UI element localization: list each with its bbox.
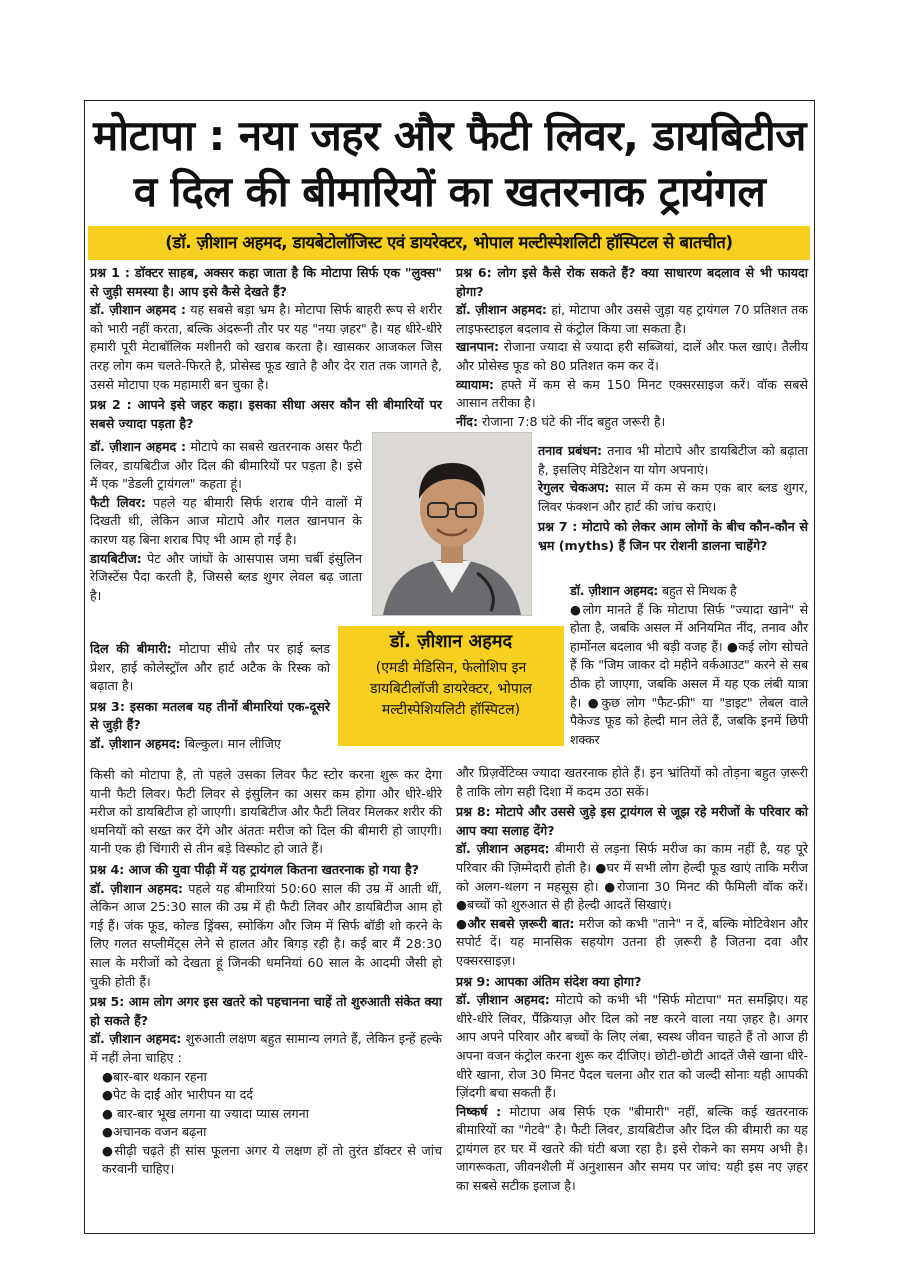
sleep-label: नींद: xyxy=(456,413,478,429)
sleep-text: रोजाना 7:8 घंटे की नींद बहुत जरूरी है। xyxy=(482,413,666,429)
question-3: प्रश्न 3: इसका मतलब यह तीनों बीमारियां एक-दूसरे से जुड़ी हैं? xyxy=(90,698,330,733)
answer-2-text: मोटापे का सबसे खतरनाक असर फैटी लिवर, डायबिटीज और दिल की बीमारियों पर पड़ता है। इसे मैं एक "डेडली ट्रायंगल" कहता हूं। xyxy=(90,439,362,492)
symptom-item: ● बार-बार भूख लगना या ज्यादा प्यास लगना xyxy=(102,1105,309,1121)
question-1: प्रश्न 1 : डॉक्टर साहब, अक्सर कहा जाता है कि मोटापा सिर्फ एक "लुक्स" से जुड़ी समस्या है। आप इसे कैसे देखते हैं? xyxy=(90,265,442,299)
headline-line-1: मोटापा : नया जहर और फैटी लिवर, डायबिटीज xyxy=(93,111,806,160)
answer-1 xyxy=(90,301,442,394)
answer-author: डॉ. ज़ीशान अहमद: xyxy=(456,992,550,1008)
question-9: प्रश्न 9: आपका अंतिम संदेश क्या होगा? xyxy=(456,973,642,989)
answer-3-start xyxy=(90,735,330,754)
answer-7-end: और प्रिज़र्वेटिव्स ज्यादा खतरनाक होते हैं। इन भ्रांतियों को तोड़ना बहुत ज़रूरी है ताकि लोग सही दिशा में कदम उठा सकें। xyxy=(456,765,808,799)
conclusion-text: मोटापा अब सिर्फ एक "बीमारी" नहीं, बल्कि कई खतरनाक बीमारियों का "गेटवे" है। फैटी लिवर, डायबिटीज और दिल की बीमारी का यह ट्रायंगल हर घर में खतरे की घंटी बजा रहा है। इसे रोकने का समय अभी है। जागरूकता, जीवनशैली में अनुशासन और समय पर जांच: यही इस नए ज़हर का सबसे सटीक इलाज है। xyxy=(456,1103,808,1194)
symptom-item: ●बार-बार थकान रहना xyxy=(102,1068,207,1084)
answer-6 xyxy=(456,301,808,338)
important-label: ●और सबसे ज़रूरी बात: xyxy=(456,915,575,931)
exercise-text: हफ्ते में कम से कम 150 मिनट एक्सरसाइज करें। वॉक सबसे आसान तरीका है। xyxy=(456,376,808,411)
answer-author: डॉ. ज़ीशान अहमद : xyxy=(90,302,186,318)
answer-9 xyxy=(456,991,808,1103)
doctor-portrait-icon xyxy=(373,433,531,615)
answer-3-rest: किसी को मोटापा है, तो पहले उसका लिवर फैट स्टोर करना शुरू कर देगा यानी फैटी लिवर। फैटी लिवर से इंसुलिन का असर कम होगा और धीरे-धीरे मरीज को डायबिटीज हो जाएगी। डायबिटीज और फैटी लिवर मिलकर शरीर की धमनियों को सख्त कर देंगे और अंततः मरीज को दिल की बीमारी हो जाएगी। यानी एक ही चिंगारी से तीन बड़े विस्फोट हो जाते हैं। xyxy=(90,767,442,857)
exercise-label: व्यायाम: xyxy=(456,376,495,392)
fatty-liver-label: फैटी लिवर: xyxy=(90,494,146,510)
fatty-liver-point xyxy=(90,494,362,550)
checkup-text: साल में कम से कम एक बार ब्लड शुगर, लिवर फंक्शन और हार्ट की जांच कराएं। xyxy=(538,480,809,514)
caption-name: डॉ. ज़ीशान अहमद xyxy=(389,631,513,652)
question-4: प्रश्न 4: आज की युवा पीढ़ी में यह ट्रायंगल कितना खतरनाक हो गया है? xyxy=(90,861,419,877)
right-column-mid xyxy=(538,442,808,556)
stress-label: तनाव प्रबंधन: xyxy=(538,443,603,458)
diabetes-label: डायबिटीज: xyxy=(90,550,142,566)
headline xyxy=(84,108,815,220)
answer-author: डॉ. ज़ीशान अहमद: xyxy=(90,1031,182,1047)
answer-5-text: शुरुआती लक्षण बहुत सामान्य लगते हैं, लेकिन इन्हें हल्के में नहीं लेना चाहिए : xyxy=(90,1031,442,1065)
right-column-mid2 xyxy=(570,582,808,749)
question-2: प्रश्न 2 : आपने इसे जहर कहा। इसका सीधा असर कौन सी बीमारियों पर सबसे ज्यादा पड़ता है? xyxy=(90,397,442,431)
subheading: (डॉ. ज़ीशान अहमद, डायबेटोलॉजिस्ट एवं डायरेक्टर, भोपाल मल्टीस्पेशलिटी हॉस्पिटल से बातचीत) xyxy=(165,233,733,252)
answer-author: डॉ. ज़ीशान अहमद: xyxy=(456,841,550,857)
right-column-top xyxy=(456,262,808,431)
answer-author: डॉ. ज़ीशान अहमद: xyxy=(570,583,659,598)
heart-text: मोटापा सीधे तौर पर हाई ब्लड प्रेशर, हाई कोलेस्ट्रॉल और हार्ट अटैक के रिस्क को बढ़ाता है। xyxy=(90,641,330,694)
caption-description: (एमडी मेडिसिन, फेलोशिप इन डायबिटीलॉजी डायरेक्टर, भोपाल मल्टीस्पेशियलिटी हॉस्पिटल) xyxy=(370,660,532,718)
question-8: प्रश्न 8: मोटापे और उससे जुड़े इस ट्रायंगल से जूझ रहे मरीजों के परिवार को आप क्या सलाह देंगे? xyxy=(456,804,808,838)
answer-7-myths: ●लोग मानते हैं कि मोटापा सिर्फ "ज्यादा खाने" से होता है, जबकि असल में अनियमित नींद, तनाव और हार्मोनल बदलाव भी बड़ी वजह हैं। ●कई लोग सोचते हैं कि "जिम जाकर दो महीने वर्कआउट" करने से सब ठीक हो जाएगा, जबकि असल में यह एक लंबी यात्रा है। ●कुछ लोग "फैट-फ्री" या "डाइट" लेबल वाले पैकेज्ड फूड को हेल्दी मान लेते हैं, जबकि इनमें छिपी शक्कर xyxy=(570,601,808,747)
answer-1-text: यह सबसे बड़ा भ्रम है। मोटापा सिर्फ बाहरी रूप से शरीर को भारी नहीं करता, बल्कि अंदरूनी तौर पर यह "नया ज़हर" है। यह धीरे-धीरे हमारी पूरी मेटाबॉलिक मशीनरी को खराब करता है। खासकर आजकल जिस तरह लोग कम चलते-फिरते है, प्रोसेस्ड फूड खाते है और देर रात तक जागते है, उससे मोटापा एक महामारी बन चुका है। xyxy=(90,302,443,392)
answer-8 xyxy=(456,840,808,914)
food-point xyxy=(456,338,808,375)
answer-4-text: पहले यह बीमारियां 50:60 साल की उम्र में आती थीं, लेकिन आज 25:30 साल की उम्र में ही फैटी लिवर और डायबिटीज आम हो गई हैं। जंक फूड, कोल्ड ड्रिंक्स, स्मोकिंग और जिम में सिर्फ बॉडी शो करने के लिए गलत सप्लीमेंट्स लेने से हालत और बिगड़ रही है। कई बार मैं 28:30 साल के मरीजों को देखता हूं जिनकी धमनियां 60 साल के आदमी जैसी हो चुकी होती हैं। xyxy=(90,880,442,989)
doctor-photo xyxy=(372,432,532,616)
sleep-point xyxy=(456,413,808,432)
left-column-top xyxy=(90,262,442,433)
question-5: प्रश्न 5: आम लोग अगर इस खतरे को पहचानना चाहें तो शुरुआती संकेत क्या हो सकते हैं? xyxy=(90,994,442,1028)
important-point xyxy=(456,915,808,971)
heart-point xyxy=(90,640,330,696)
left-column-mid xyxy=(90,438,362,605)
left-column-mid2 xyxy=(90,640,330,754)
stress-point xyxy=(538,442,808,479)
fatty-liver-text: पहले यह बीमारी सिर्फ शराब पीने वालों में दिखती थी, लेकिन आज मोटापे और गलत खानपान के कारण यह बिना शराब पिए भी आम हो गई है। xyxy=(90,494,362,547)
answer-8-text: बीमारी से लड़ना सिर्फ मरीज का काम नहीं है, यह पूरे परिवार की ज़िम्मेदारी होती है। ●घर में सभी लोग हेल्दी फूड खाएं ताकि मरीज को अलग-थलग न महसूस हो। ●रोजाना 30 मिनट की फैमिली वॉक करें। ●बच्चों को शुरुआत से ही हेल्दी आदतें सिखाएं। xyxy=(456,841,808,913)
answer-2 xyxy=(90,438,362,494)
answer-9-text: मोटापे को कभी भी "सिर्फ मोटापा" मत समझिए। यह धीरे-धीरे लिवर, पैंक्रियाज़ और दिल को नष्ट करने वाला नया ज़हर है। अगर आप अपने परिवार और बच्चों के लिए लंबा, स्वस्थ जीवन चाहते हैं तो आज ही अपना वजन कंट्रोल करना शुरू कर दीजिए। छोटी-छोटी आदतें जैसे खाना धीरे-धीरे खाना, रोज 30 मिनट पैदल चलना और रात को जल्दी सोनाः यही आपकी ज़िंदगी बचा सकती हैं। xyxy=(456,992,808,1101)
conclusion-label: निष्कर्ष : xyxy=(456,1103,502,1119)
symptom-item: ●पेट के दाईं ओर भारीपन या दर्द xyxy=(102,1087,253,1103)
food-label: खानपान: xyxy=(456,339,499,355)
answer-7-start xyxy=(570,582,808,601)
diabetes-text: पेट और जांघों के आसपास जमा चर्बी इंसुलिन रेजिस्टेंस पैदा करती है, जिससे ब्लड शुगर लेवल बढ़ जाता है। xyxy=(90,550,362,603)
checkup-label: रेगुलर चेकअप: xyxy=(538,480,610,496)
right-column-bottom xyxy=(456,764,808,1196)
answer-6-text: हां, मोटापा और उससे जुड़ा यह ट्रायंगल 70 प्रतिशत तक लाइफस्टाइल बदलाव से कंट्रोल किया जा सकता है। xyxy=(456,302,808,336)
question-7: प्रश्न 7 : मोटापे को लेकर आम लोगों के बीच कौन-कौन से भ्रम (myths) हैं जिन पर रोशनी डालना चाहेंगे? xyxy=(538,519,808,553)
diabetes-point xyxy=(90,550,362,606)
left-column-bottom xyxy=(90,766,442,1179)
answer-3-text-a: बिल्कुल। मान लीजिए xyxy=(184,735,281,751)
answer-7-text-a: बहुत से मिथक है xyxy=(661,583,737,598)
answer-author: डॉ. ज़ीशान अहमद: xyxy=(90,880,183,896)
exercise-point xyxy=(456,376,808,413)
symptom-item: ●अचानक वजन बढ़ना xyxy=(102,1124,207,1140)
answer-author: डॉ. ज़ीशान अहमद: xyxy=(456,302,547,318)
stress-text: तनाव भी मोटापे और डायबिटीज को बढ़ाता है, इसलिए मेडिटेशन या योग अपनाएं। xyxy=(538,443,808,477)
question-6: प्रश्न 6: लोग इसे कैसे रोक सकते हैं? क्या साधारण बदलाव से भी फायदा होगा? xyxy=(456,265,808,299)
answer-5 xyxy=(90,1030,442,1067)
answer-author: डॉ. ज़ीशान अहमद : xyxy=(90,439,186,454)
food-text: रोजाना ज्यादा से ज्यादा हरी सब्जियां, दालें और फल खाएं। तैलीय और प्रोसेस्ड फूड को 80 प्रतिशत कम कर दें। xyxy=(456,339,808,373)
symptom-item: ●सीढ़ी चढ़ते ही सांस फूलना अगर ये लक्षण हों तो तुरंत डॉक्टर से जांच करवानी चाहिए। xyxy=(102,1142,442,1177)
checkup-point xyxy=(538,479,808,516)
heart-label: दिल की बीमारी: xyxy=(90,641,172,656)
headline-line-2: व दिल की बीमारियों का खतरनाक ट्रायंगल xyxy=(133,167,766,216)
answer-4 xyxy=(90,880,442,992)
important-text: मरीज को कभी "ताने" न दें, बल्कि मोटिवेशन और सपोर्ट दें। यह मानसिक सहयोग उतना ही ज़रूरी है जितना दवा और एक्सरसाइज़। xyxy=(456,915,808,968)
answer-author: डॉ. ज़ीशान अहमद: xyxy=(90,735,181,751)
conclusion xyxy=(456,1103,808,1196)
